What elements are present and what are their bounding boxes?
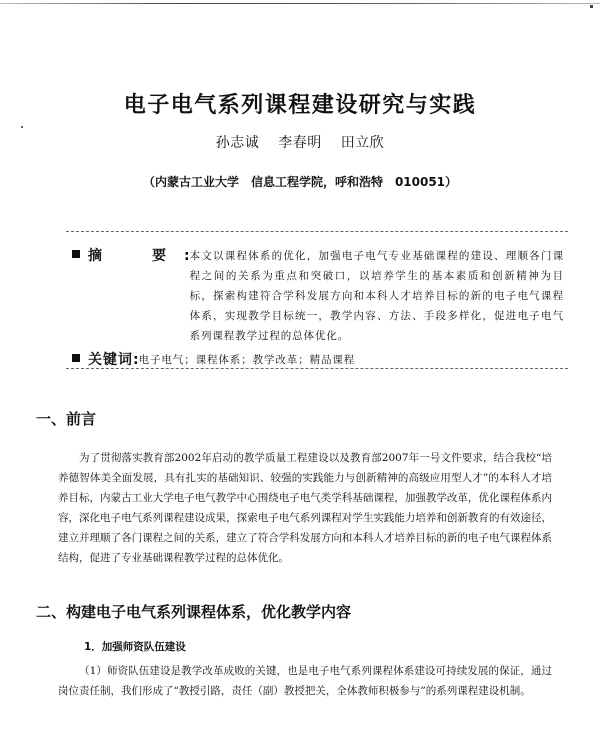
bullet-square-icon (72, 354, 80, 362)
author-list (0, 132, 600, 152)
affiliation: （内蒙古工业大学 信息工程学院，呼和浩特 010051） (142, 175, 458, 189)
keywords-label: 关键词: (72, 350, 139, 370)
bullet-square-icon (72, 250, 80, 258)
section-paragraph: 为了贯彻落实教育部2002年启动的教学质量工程建设以及教育部2007年一号文件要求，结合我校“培养德智体美全面发展，具有扎实的基础知识、较强的实践能力与创新精神的高级应用型人才”的本科人才培养目标，内蒙古工业大学电子电气教学中心围绕电子电气类学科基础课程，加强教学改革，优化课程体系内容，深化电子电气系列课程建设成果，探索电子电气系列课程对学生实践能力培养和创新教育的有效途径，建立并理顺了各门课程之间的关系，建立了符合学科发展方向和本科人才培养目标的新的电子电气课程体系结构，促进了专业基础课程教学过程的总体优化。 (58, 452, 552, 564)
abstract-text: 本文以课程体系的优化，加强电子电气专业基础课程的建设、理顺各门课程之间的关系为重点和突破口，以培养学生的基本素质和创新精神为目标，探索构建符合学科发展方向和本科人才培养目标的新的电子电气课程体系，实现教学目标统一，教学内容、方法、手段多样化，促进电子电气系列课程教学过程的总体优化。 (189, 250, 564, 342)
abstract-row (72, 246, 564, 346)
author-name: 田立欣 (340, 135, 385, 151)
scan-speck (21, 126, 23, 128)
keywords-text: 电子电气；课程体系；教学改革；精品课程 (138, 354, 356, 366)
author-name: 孙志诚 (215, 135, 260, 151)
section-heading-intro: 一、前言 (36, 410, 97, 428)
keywords-row (72, 350, 564, 370)
abstract-bottom-rule (66, 368, 568, 369)
header-rule (0, 3, 600, 4)
abstract-label: 摘 要: (72, 246, 190, 266)
abstract-label-text: 摘 要 (88, 248, 184, 264)
keywords-label-text: 关键词 (88, 352, 133, 368)
subsection-heading: 1．加强师资队伍建设 (84, 641, 186, 653)
paper-title: 电子电气系列课程建设研究与实践 (123, 93, 477, 118)
abstract-block (72, 246, 564, 370)
section-heading-curriculum: 二、构建电子电气系列课程体系，优化教学内容 (36, 603, 352, 621)
section-paragraph: （1）师资队伍建设是教学改革成败的关键，也是电子电气系列课程体系建设可持续发展的保证，通过岗位责任制，我们形成了“教授引路，责任（副）教授把关，全体教师积极参与”的系列课程建设机制。 (58, 665, 552, 697)
abstract-top-rule (66, 231, 568, 232)
scan-mark (590, 5, 593, 8)
author-name: 李春明 (278, 135, 322, 151)
